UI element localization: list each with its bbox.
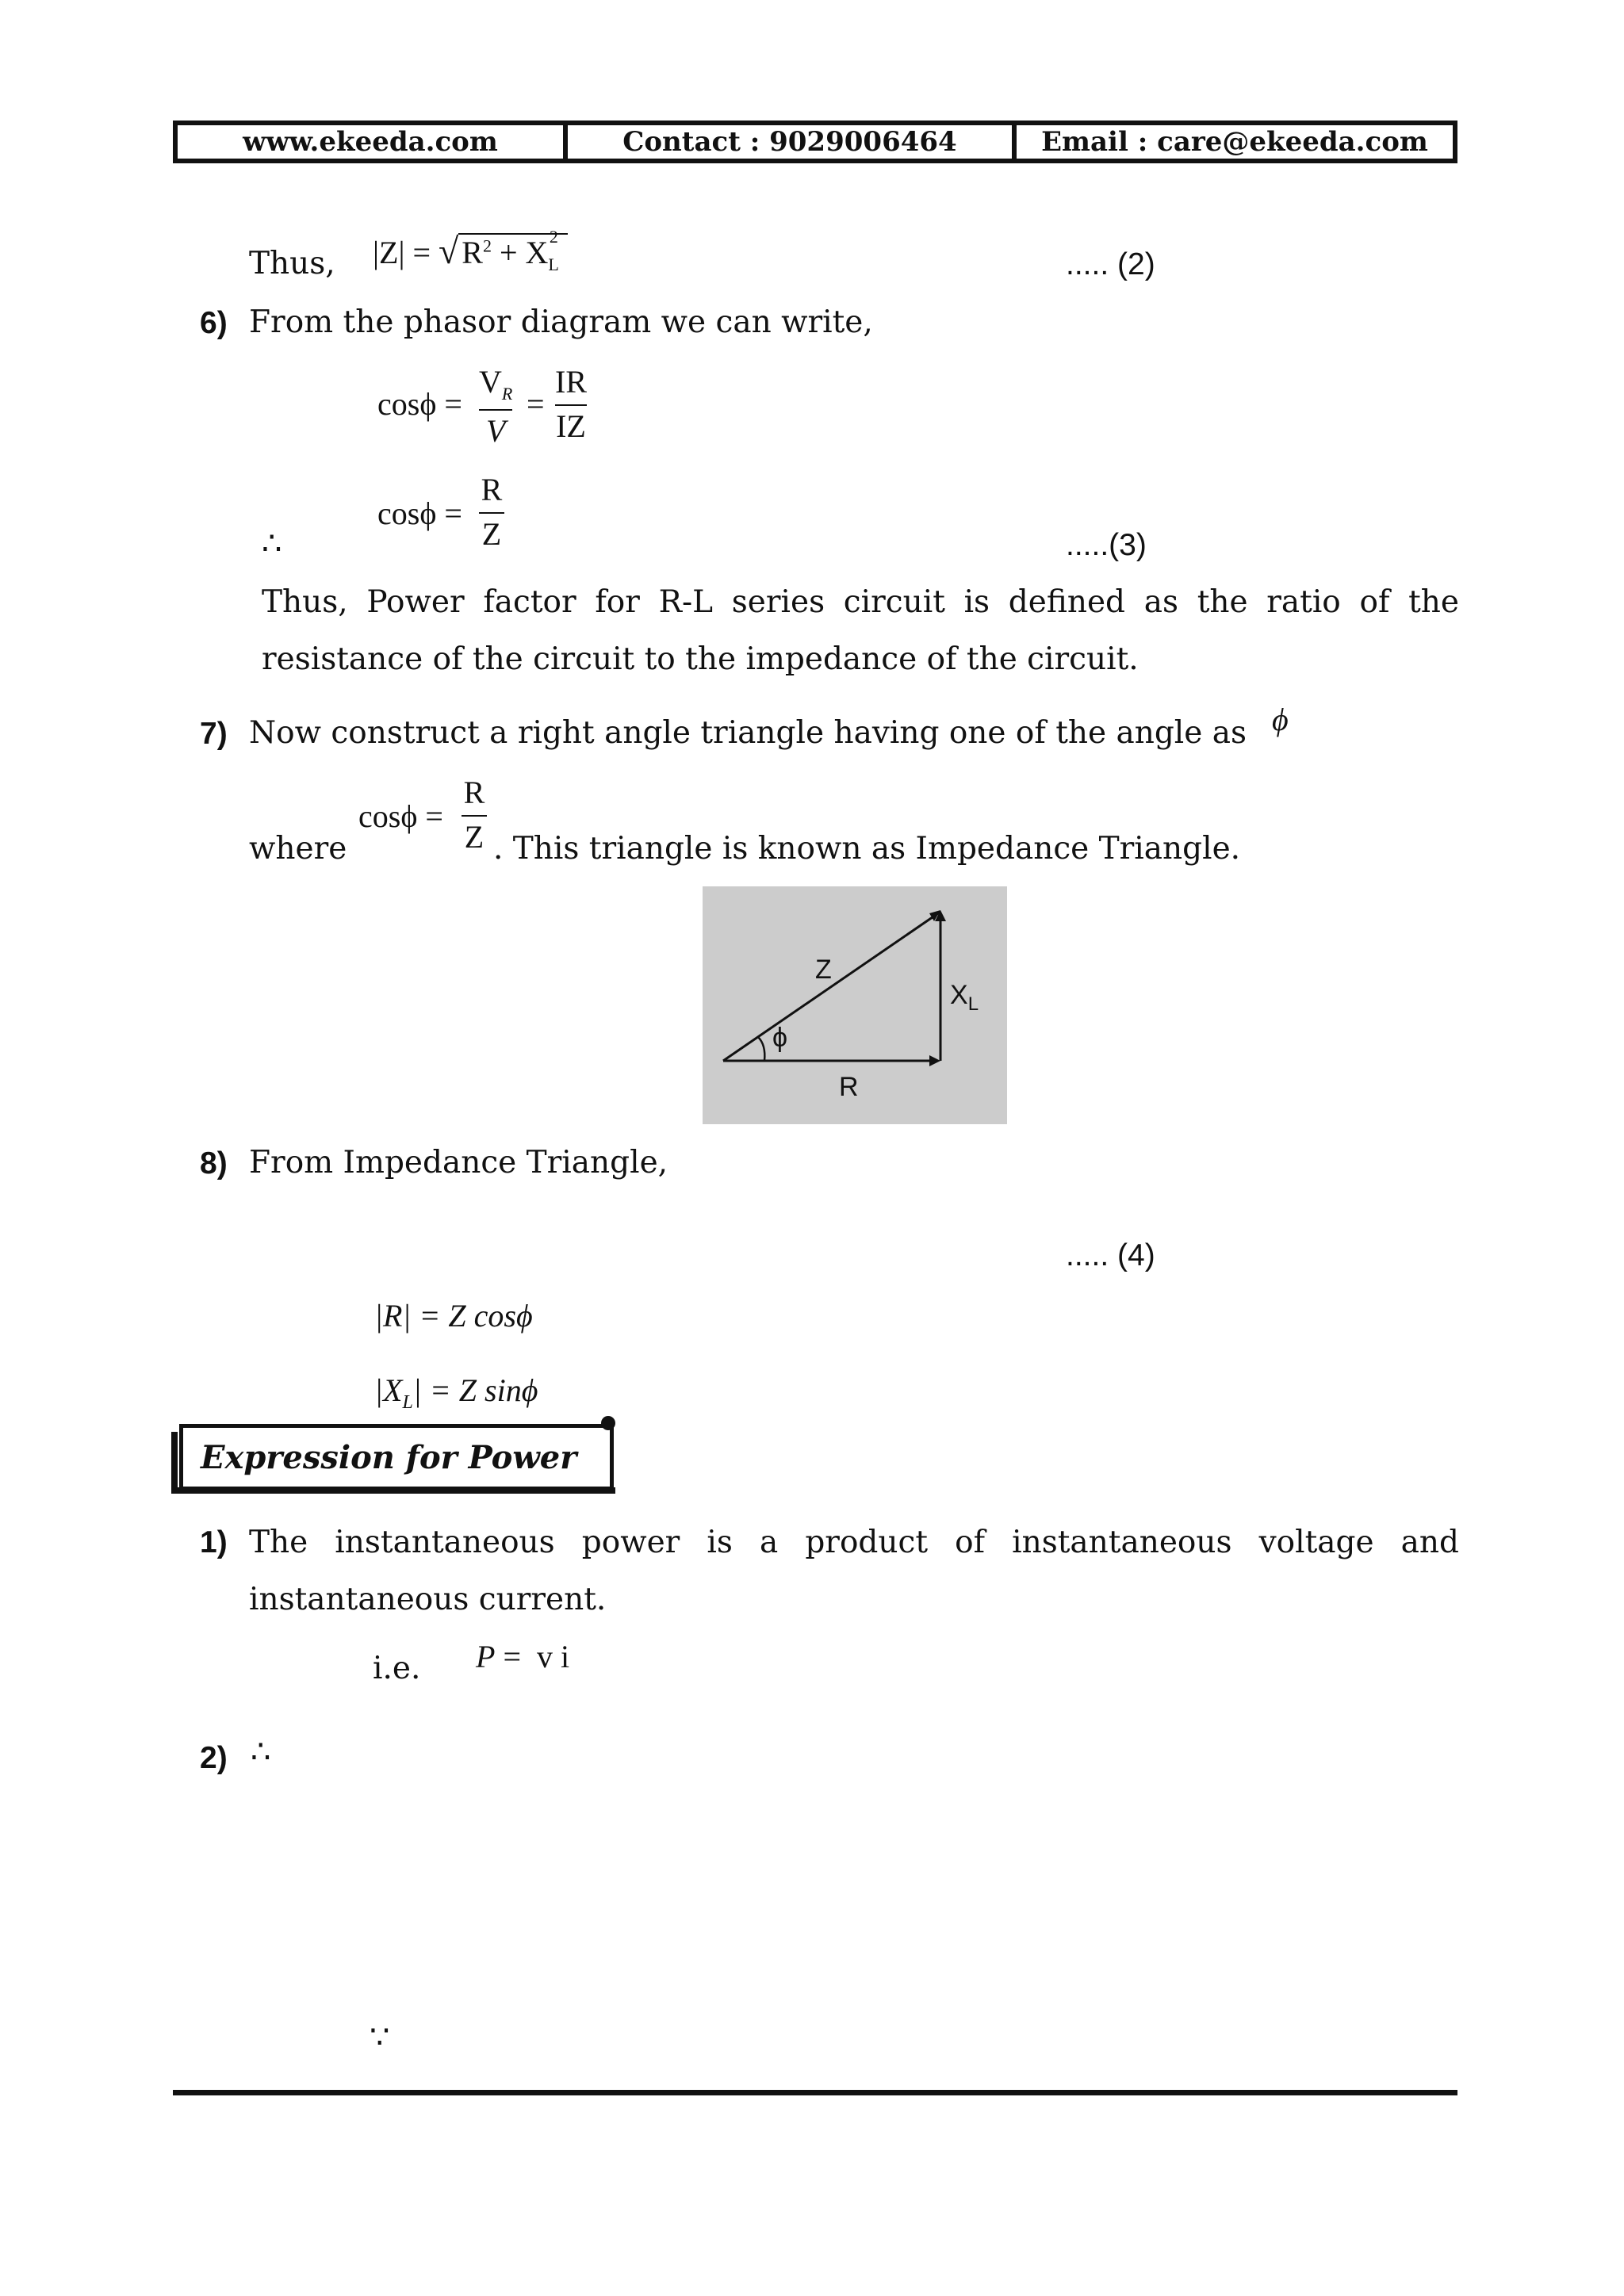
header-website[interactable]: www.ekeeda.com (178, 125, 568, 159)
step6-frac2 (555, 366, 587, 442)
step7-text: Now construct a right angle triangle having one of the angle as (249, 715, 1247, 751)
step8-number: 8) (200, 1146, 228, 1181)
power-factor-paragraph: Thus, Power factor for R-L series circuit is defined as the ratio of the resistance of the circuit to the impedance of the circuit. (262, 584, 1459, 677)
eq2-number: ..... (2) (1066, 247, 1155, 281)
eq-xl: $|X_L| = Z$ sinϕ (374, 1372, 538, 1413)
step7-frac (462, 777, 487, 853)
step8-text: From Impedance Triangle, (249, 1145, 668, 1181)
power-step1-text: The instantaneous power is a product of instantaneous voltage and instantaneous current. (249, 1525, 1459, 1617)
step6-eq-mid: = (527, 386, 545, 422)
hyp-label: Z (815, 955, 832, 985)
frac1-num-sub: R (501, 384, 513, 404)
frac2-num: IR (555, 364, 587, 400)
frac1-num: V (479, 364, 502, 400)
step7-where: where (249, 831, 347, 867)
eq2-plus-x: + X (491, 235, 549, 270)
header-bar (173, 121, 1457, 163)
angle-label: ϕ (772, 1023, 788, 1053)
section-title: Expression for Power (179, 1424, 614, 1490)
eq2-lead: Thus, (249, 246, 335, 281)
power-step2-number: 2) (200, 1741, 228, 1775)
frac2-bar (555, 404, 587, 406)
step7-eq-lhs: cosϕ = (358, 798, 443, 834)
therefore-symbol: ∴ (262, 526, 282, 561)
step7-phi: ϕ (1272, 702, 1289, 737)
header-email[interactable]: Email : care@ekeeda.com (1041, 126, 1428, 158)
step7-number: 7) (200, 717, 228, 751)
step6-number: 6) (200, 306, 228, 340)
frac2-den: IZ (556, 408, 586, 444)
step7-after: . This triangle is known as Impedance Triangle. (493, 831, 1241, 867)
eq3-frac (479, 474, 504, 550)
eq2-lhs: |Z| = (373, 235, 439, 270)
eq-r: |R| = Z cosϕ (374, 1298, 533, 1334)
eq2-r: R (462, 235, 483, 270)
scroll-ornament (601, 1416, 615, 1430)
step7-den: Z (464, 819, 485, 855)
eq4-number: ..... (4) (1066, 1238, 1155, 1272)
eq3-number: .....(3) (1066, 528, 1147, 562)
step6-frac1 (479, 366, 512, 447)
eq2-expression: |Z| = √ $R^2 + X_L^2$ (373, 230, 568, 275)
frac1-den: V (485, 413, 506, 449)
frac1-bar (479, 409, 512, 411)
eq2-sup2: 2 (549, 226, 558, 247)
footer-rule (173, 2090, 1457, 2095)
step6-eq-lhs: cosϕ = (377, 386, 462, 422)
side-label: $X_L$ (950, 980, 979, 1015)
step7-bar (462, 815, 487, 817)
power-because: ∵ (370, 2019, 390, 2055)
power-ie: i.e. (373, 1651, 421, 1686)
base-label: R (839, 1072, 859, 1102)
power-step1-number: 1) (200, 1525, 228, 1559)
step6-text: From the phasor diagram we can write, (249, 304, 873, 340)
eq3-num: R (481, 472, 503, 507)
power-equation: P = v i (476, 1639, 570, 1674)
eq2-sup1: 2 (482, 235, 492, 256)
eq2-sub-l: L (548, 254, 559, 274)
power-therefore: ∴ (251, 1734, 271, 1770)
header-contact: Contact : 9029006464 (568, 125, 1017, 159)
eq3-lhs: cosϕ = (377, 496, 462, 531)
step7-num: R (463, 775, 485, 810)
impedance-triangle-figure (703, 886, 1007, 1124)
eq3-den: Z (481, 516, 502, 552)
eq3-bar (479, 512, 504, 514)
